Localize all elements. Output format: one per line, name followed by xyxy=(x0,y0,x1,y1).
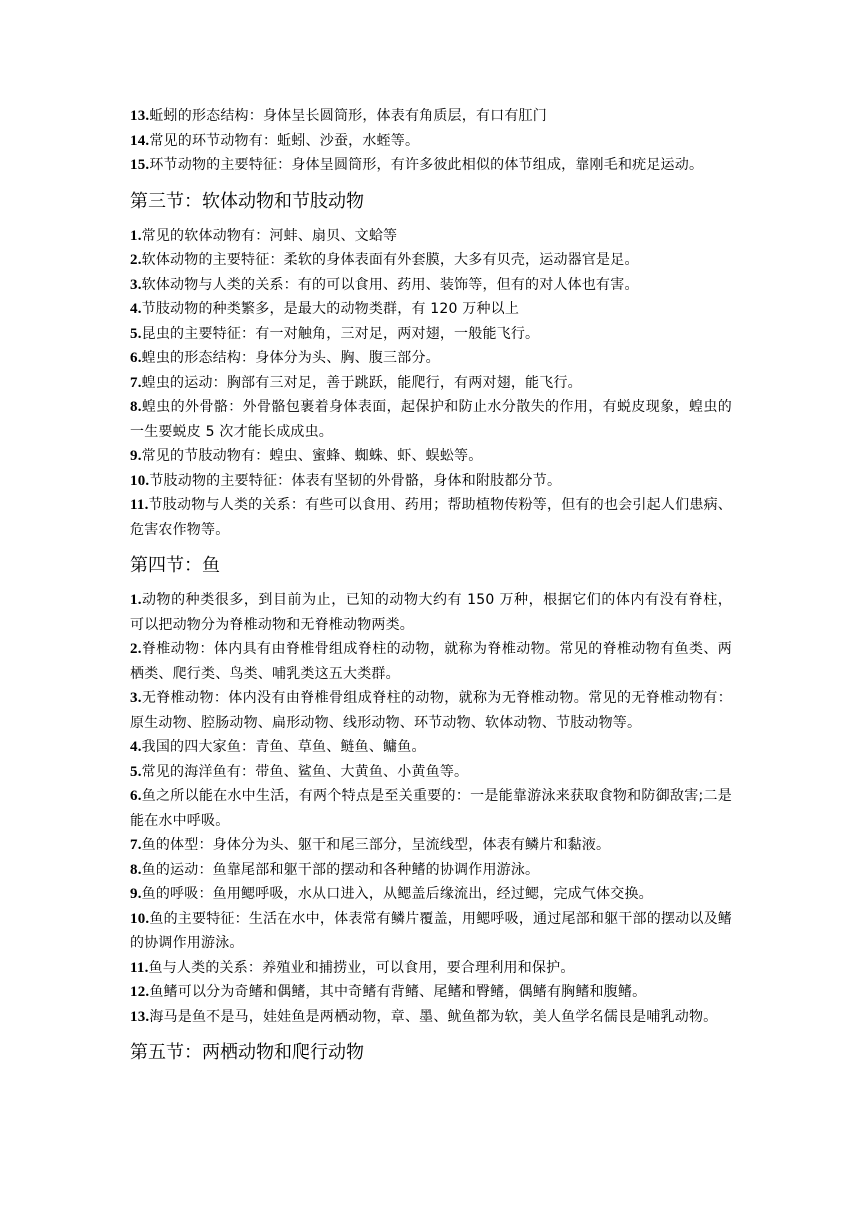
item-number: 1. xyxy=(130,592,142,608)
item-number: 1. xyxy=(130,227,142,244)
item-text: 节肢动物的种类繁多，是最大的动物类群，有 120 万种以上 xyxy=(141,301,520,317)
item-number: 5. xyxy=(130,325,142,342)
list-item xyxy=(130,735,732,760)
list-item xyxy=(130,273,732,298)
item-number: 7. xyxy=(130,374,142,391)
item-text: 昆虫的主要特征：有一对触角，三对足，两对翅，一般能飞行。 xyxy=(141,325,540,342)
item-text: 常见的环节动物有：蚯蚓、沙蚕，水蛭等。 xyxy=(149,132,420,149)
item-text: 节肢动物与人类的关系：有些可以食用、药用；帮助植物传粉等，但有的也会引起人们患病、危害农作物等。 xyxy=(130,497,732,538)
item-number: 8. xyxy=(130,399,142,415)
item-text: 软体动物与人类的关系：有的可以食用、药用、装饰等，但有的对人体也有害。 xyxy=(141,276,639,293)
list-item xyxy=(130,760,732,785)
item-number: 9. xyxy=(130,448,142,464)
section-heading: 第三节：软体动物和节肢动物 xyxy=(130,190,364,212)
item-text: 蚯蚓的形态结构：身体呈长圆筒形，体表有角质层，有口有肛门 xyxy=(149,108,547,124)
item-number: 4. xyxy=(130,739,142,755)
item-text: 节肢动物的主要特征：体表有坚韧的外骨骼，身体和附肢都分节。 xyxy=(149,472,562,489)
item-number: 6. xyxy=(130,350,142,366)
item-number: 2. xyxy=(130,252,142,268)
document-body xyxy=(130,104,732,1075)
list-item xyxy=(130,346,732,371)
item-number: 14. xyxy=(130,132,150,149)
list-item xyxy=(130,833,732,858)
list-item xyxy=(130,1005,732,1030)
list-item xyxy=(130,395,732,444)
section-heading: 第五节：两栖动物和爬行动物 xyxy=(130,1042,364,1063)
item-text: 海马是鱼不是马，娃娃鱼是两栖动物，章、墨、鱿鱼都为软，美人鱼学名儒艮是哺乳动物。 xyxy=(149,1008,718,1025)
item-text: 鱼的运动：鱼靠尾部和躯干部的摆动和各种鳍的协调作用游泳。 xyxy=(141,861,540,878)
item-number: 13. xyxy=(130,1008,150,1025)
item-text: 鱼的体型：身体分为头、躯干和尾三部分，呈流线型，体表有鳞片和黏液。 xyxy=(141,837,611,853)
list-item xyxy=(130,588,732,637)
list-item xyxy=(130,784,732,833)
item-text: 常见的节肢动物有：蝗虫、蜜蜂、蜘蛛、虾、蜈蚣等。 xyxy=(141,448,483,464)
item-text: 鱼之所以能在水中生活，有两个特点是至关重要的：一是能靠游泳来获取食物和防御敌害;二是能在水中呼吸。 xyxy=(130,788,732,829)
item-text: 常见的软体动物有：河蚌、扇贝、文蛤等 xyxy=(141,227,398,244)
list-item xyxy=(130,444,732,469)
list-item xyxy=(130,371,732,396)
list-item xyxy=(130,980,732,1005)
list-item xyxy=(130,224,732,249)
item-text: 我国的四大家鱼：青鱼、草鱼、鲢鱼、鳙鱼。 xyxy=(141,739,426,755)
item-number: 5. xyxy=(130,763,142,780)
item-number: 15. xyxy=(130,157,150,173)
list-item xyxy=(130,469,732,494)
list-item xyxy=(130,882,732,907)
item-number: 8. xyxy=(130,861,142,878)
list-item xyxy=(130,248,732,273)
list-item xyxy=(130,686,732,735)
item-number: 6. xyxy=(130,788,142,804)
item-number: 9. xyxy=(130,886,142,902)
list-item xyxy=(130,297,732,322)
list-item xyxy=(130,493,732,542)
item-number: 11. xyxy=(130,959,149,976)
item-number: 3. xyxy=(130,690,142,706)
item-number: 11. xyxy=(130,497,149,513)
list-item xyxy=(130,907,732,956)
item-text: 鱼的主要特征：生活在水中，体表常有鳞片覆盖，用鳃呼吸，通过尾部和躯干部的摆动以及鳍的协调作用游泳。 xyxy=(130,910,732,951)
item-number: 7. xyxy=(130,837,142,853)
item-text: 鱼与人类的关系：养殖业和捕捞业，可以食用，要合理利用和保护。 xyxy=(148,959,575,976)
item-number: 3. xyxy=(130,276,142,293)
list-item xyxy=(130,858,732,883)
item-text: 环节动物的主要特征：身体呈圆筒形，有许多彼此相似的体节组成，靠刚毛和疣足运动。 xyxy=(149,157,704,173)
item-number: 13. xyxy=(130,108,150,124)
item-text: 鱼的呼吸：鱼用鳃呼吸，水从口进入，从鳃盖后缘流出，经过鳃，完成气体交换。 xyxy=(141,886,653,902)
item-text: 常见的海洋鱼有：带鱼、鲨鱼、大黄鱼、小黄鱼等。 xyxy=(141,763,469,780)
item-text: 无脊椎动物：体内没有由脊椎骨组成脊柱的动物，就称为无脊椎动物。常见的无脊椎动物有：原生动物、腔肠动物、扁形动物、线形动物、环节动物、软体动物、节肢动物等。 xyxy=(130,690,732,731)
section-heading: 第四节：鱼 xyxy=(130,555,220,576)
item-number: 10. xyxy=(130,472,150,489)
item-number: 2. xyxy=(130,641,142,657)
item-number: 4. xyxy=(130,301,142,317)
item-number: 10. xyxy=(130,910,150,927)
item-text: 软体动物的主要特征：柔软的身体表面有外套膜，大多有贝壳，运动器官是足。 xyxy=(141,252,639,268)
list-item xyxy=(130,956,732,981)
list-item xyxy=(130,637,732,686)
list-item xyxy=(130,322,732,347)
list-item xyxy=(130,104,732,129)
list-item xyxy=(130,153,732,178)
item-text: 蝗虫的形态结构：身体分为头、胸、腹三部分。 xyxy=(141,350,440,366)
item-text: 动物的种类很多，到目前为止，已知的动物大约有 150 万种，根据它们的体内有没有脊柱，可以把动物分为脊椎动物和无脊椎动物两类。 xyxy=(130,592,732,633)
item-text: 鱼鳍可以分为奇鳍和偶鳍，其中奇鳍有背鳍、尾鳍和臀鳍，偶鳍有胸鳍和腹鳍。 xyxy=(149,984,647,1000)
item-text: 蝗虫的运动：胸部有三对足，善于跳跃，能爬行，有两对翅，能飞行。 xyxy=(141,374,582,391)
item-text: 脊椎动物：体内具有由脊椎骨组成脊柱的动物，就称为脊椎动物。常见的脊椎动物有鱼类、两栖类、爬行类、鸟类、哺乳类这五大类群。 xyxy=(130,641,732,682)
list-item xyxy=(130,129,732,154)
item-text: 蝗虫的外骨骼：外骨骼包裹着身体表面，起保护和防止水分散失的作用，有蜕皮现象，蝗虫的一生要蜕皮 5 次才能长成成虫。 xyxy=(130,399,732,440)
item-number: 12. xyxy=(130,984,150,1000)
